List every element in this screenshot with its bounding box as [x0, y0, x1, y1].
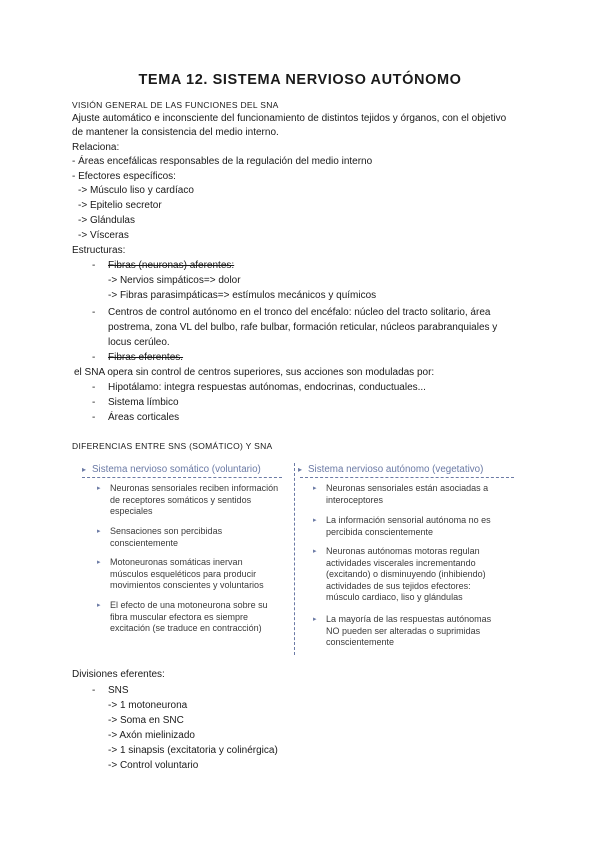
autonomic-item: ▸ La información sensorial autónoma no es percibida conscientemente — [313, 515, 491, 537]
estructuras-label: Estructuras: — [72, 245, 126, 256]
efector-item: -> Epitelio secretor — [78, 200, 162, 211]
modulator-item: Sistema límbico — [108, 397, 179, 408]
section-heading-divisions: Divisiones eferentes: — [72, 669, 165, 680]
triangle-bullet-icon: ▸ — [82, 465, 87, 474]
triangle-bullet-icon: ▸ — [313, 616, 317, 623]
dash-bullet: - — [92, 352, 96, 363]
estructura-centros-line-2: postrema, zona VL del bulbo, rafe bulbar, formación reticular, núcleos parabranquiales y — [108, 322, 498, 333]
relaciona-item-1: - Áreas encefálicas responsables de la regulación del medio interno — [72, 156, 373, 167]
triangle-bullet-icon: ▸ — [97, 602, 101, 609]
division-item: -> 1 sinapsis (excitatoria y colinérgica) — [108, 745, 278, 756]
autonomic-item: ▸ Neuronas sensoriales están asociadas a interoceptores — [313, 483, 489, 505]
column-divider-left — [82, 477, 282, 478]
aferente-sub-item: -> Fibras parasimpáticas=> estímulos mecánicos y químicos — [108, 290, 377, 301]
modulator-item: Áreas corticales — [108, 412, 180, 423]
aferente-sub-item: -> Nervios simpáticos=> dolor — [108, 275, 241, 286]
triangle-bullet-icon: ▸ — [298, 465, 303, 474]
estructura-centros-line-3: locus cerúleo. — [108, 337, 170, 348]
estructura-centros-line-1: Centros de control autónomo en el tronco del encéfalo: núcleo del tracto solitario, área — [108, 307, 491, 318]
dash-bullet: - — [92, 685, 96, 696]
modulated-intro: el SNA opera sin control de centros superiores, sus acciones son moduladas por: — [74, 367, 435, 378]
efector-item: -> Vísceras — [78, 230, 129, 241]
somatic-item: ▸ El efecto de una motoneurona sobre su fibra muscular efectora es siempre excitación (se traduce en contracción) — [97, 600, 268, 633]
division-item: -> Control voluntario — [108, 760, 199, 771]
estructura-eferentes: Fibras eferentes. — [108, 352, 184, 363]
column-divider-right — [300, 477, 514, 478]
dash-bullet: - — [92, 260, 96, 271]
estructura-aferentes: Fibras (neuronas) aferentes: — [108, 260, 235, 271]
section-heading-overview: VISIÓN GENERAL DE LAS FUNCIONES DEL SNA — [72, 100, 279, 110]
somatic-title: Sistema nervioso somático (voluntario) — [92, 464, 261, 475]
dash-bullet: - — [92, 397, 96, 408]
autonomic-item: ▸ Neuronas autónomas motoras regulan actividades viscerales incrementando (excitando) o disminuyendo (inhibiendo) actividades de sus tejidos efectores: músculo cardiaco, liso y glándulas — [313, 546, 486, 602]
division-item: -> 1 motoneurona — [108, 700, 188, 711]
section-heading-differences: DIFERENCIAS ENTRE SNS (SOMÁTICO) Y SNA — [72, 441, 273, 451]
triangle-bullet-icon: ▸ — [97, 559, 101, 566]
dash-bullet: - — [92, 307, 96, 318]
triangle-bullet-icon: ▸ — [313, 517, 317, 524]
division-item: -> Axón mielinizado — [108, 730, 195, 741]
division-item: -> Soma en SNC — [108, 715, 184, 726]
dash-bullet: - — [92, 412, 96, 423]
page-title: TEMA 12. SISTEMA NERVIOSO AUTÓNOMO — [138, 72, 462, 88]
somatic-item: ▸ Sensaciones son percibidas conscientemente — [97, 526, 223, 548]
intro-line-1: Ajuste automático e inconsciente del funcionamiento de distintos tejidos y órganos, con el objetivo — [72, 113, 507, 124]
triangle-bullet-icon: ▸ — [313, 485, 317, 492]
column-header-somatic — [82, 464, 261, 475]
intro-line-2: de mantener la consistencia del medio interno. — [72, 127, 279, 138]
autonomic-item: ▸ La mayoría de las respuestas autónomas NO pueden ser alteradas o suprimidas conscientemente — [313, 614, 492, 647]
division-sns-label: SNS — [108, 685, 129, 696]
somatic-item: ▸ Motoneuronas somáticas inervan músculos esqueléticos para producir movimientos conscientes y voluntarios — [97, 557, 264, 590]
dash-bullet: - — [92, 382, 96, 393]
somatic-item: ▸ Neuronas sensoriales reciben información de receptores somáticos y sentidos especiales — [97, 483, 279, 516]
column-header-autonomic — [298, 464, 483, 475]
triangle-bullet-icon: ▸ — [313, 548, 317, 555]
triangle-bullet-icon: ▸ — [97, 485, 101, 492]
relaciona-item-2: - Efectores específicos: — [72, 171, 176, 182]
efector-item: -> Glándulas — [78, 215, 135, 226]
columns-separator — [294, 463, 295, 655]
efector-item: -> Músculo liso y cardíaco — [78, 185, 194, 196]
autonomic-title: Sistema nervioso autónomo (vegetativo) — [308, 464, 484, 475]
triangle-bullet-icon: ▸ — [97, 528, 101, 535]
relaciona-label: Relaciona: — [72, 142, 120, 153]
modulator-item: Hipotálamo: integra respuestas autónomas, endocrinas, conductuales... — [108, 382, 426, 393]
